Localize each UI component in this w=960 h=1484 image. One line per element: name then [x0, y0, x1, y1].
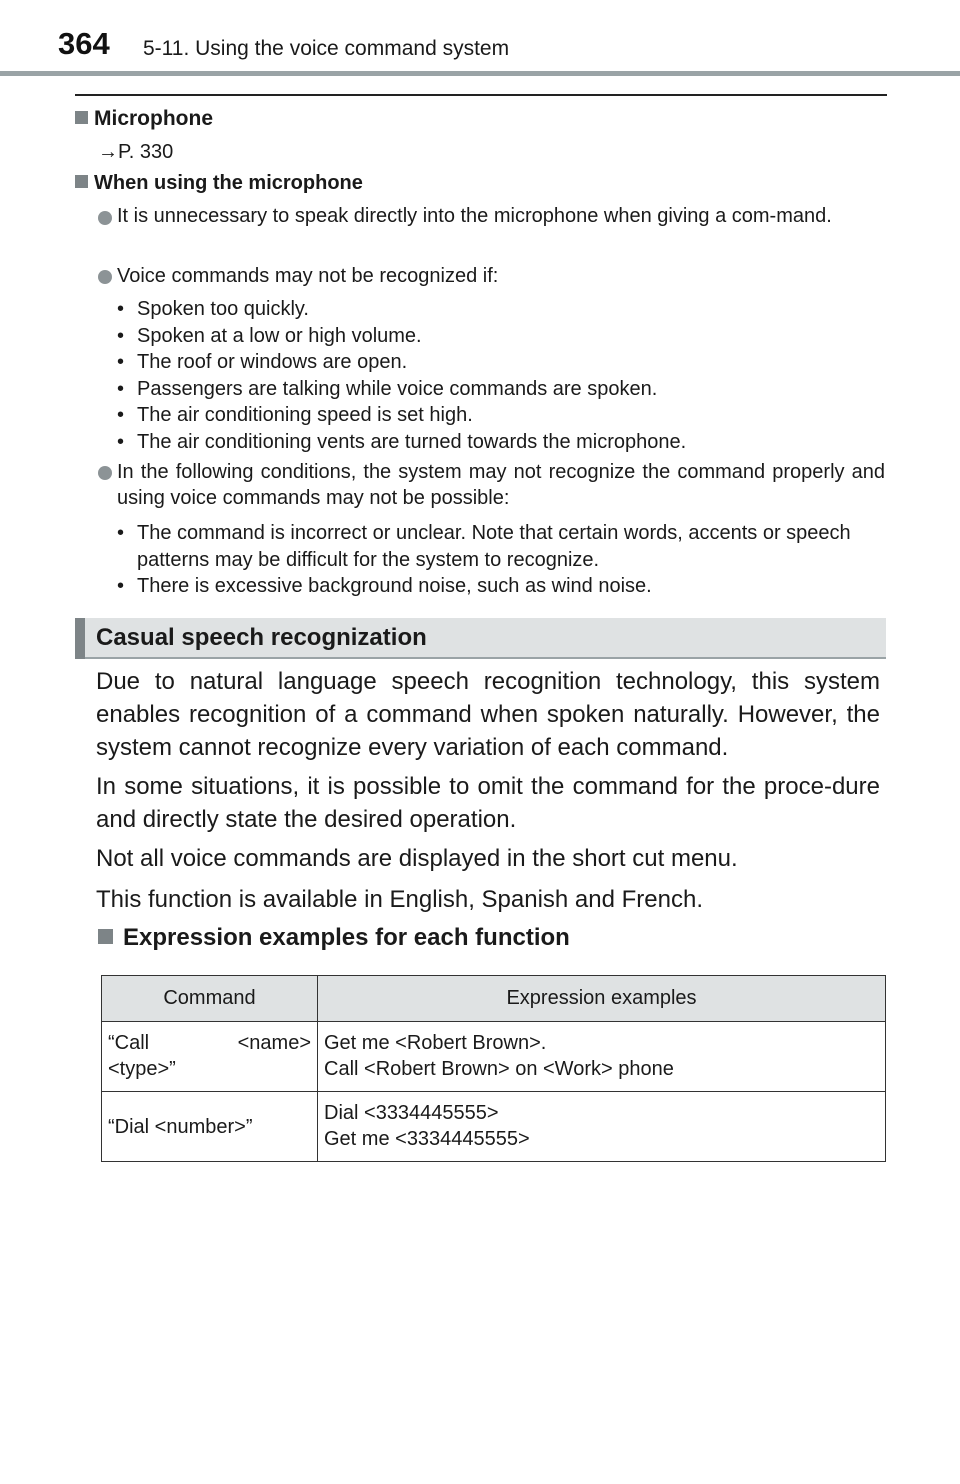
- top-rule: [75, 94, 887, 96]
- section-title: Casual speech recognization: [96, 624, 427, 651]
- microphone-page-ref[interactable]: →P. 330: [98, 141, 174, 163]
- section-header: [75, 618, 886, 659]
- list-item: • Spoken at a low or high volume.: [117, 323, 877, 350]
- paragraph-4: This function is available in English, Spanish and French.: [96, 886, 704, 913]
- list-item: • The air conditioning speed is set high.: [117, 402, 877, 429]
- paragraph-1: Due to natural language speech recognition technology, this system enables recognition of a command when spoken naturally. However, the system cannot recognize every variation of each command.: [96, 668, 880, 761]
- list-item: • The command is incorrect or unclear. Note that certain words, accents or speech patterns may be difficult for the system to recognize.: [117, 520, 882, 573]
- circle-bullet-icon: [98, 211, 112, 225]
- list-item: • The air conditioning vents are turned towards the microphone.: [117, 429, 877, 456]
- recognition-conditions-list: [117, 296, 877, 455]
- table-header-row: [102, 976, 886, 1022]
- column-header: Command: [102, 976, 318, 1022]
- list-item: • The roof or windows are open.: [117, 349, 877, 376]
- list-item: • Spoken too quickly.: [117, 296, 877, 323]
- list-item: • There is excessive background noise, such as wind noise.: [117, 573, 882, 600]
- page-header: [0, 0, 960, 80]
- section-accent: [75, 618, 85, 659]
- square-bullet-icon: [75, 175, 88, 188]
- table-row: [102, 1092, 886, 1162]
- examples-cell: Get me <Robert Brown>. Call <Robert Brown> on <Work> phone: [318, 1022, 886, 1092]
- table-row: [102, 1022, 886, 1092]
- examples-cell: Dial <3334445555> Get me <3334445555>: [318, 1092, 886, 1162]
- command-cell: “Call <name> <type>”: [102, 1022, 318, 1092]
- square-bullet-icon: [98, 929, 113, 944]
- note-item-3: In the following conditions, the system may not recognize the command properly and using voice commands may not be possible:: [117, 461, 885, 509]
- paragraph-2: In some situations, it is possible to omit the command for the proce-dure and directly state the desired operation.: [96, 773, 880, 833]
- note-item-1: It is unnecessary to speak directly into the microphone when giving a com-mand.: [117, 205, 832, 227]
- unrecognized-conditions-list: [117, 520, 882, 600]
- header-band: [0, 71, 960, 76]
- circle-bullet-icon: [98, 270, 112, 284]
- note-item-2: Voice commands may not be recognized if:: [117, 265, 499, 287]
- page-number: 364: [58, 26, 110, 61]
- paragraph-3: Not all voice commands are displayed in the short cut menu.: [96, 845, 738, 872]
- command-cell: “Dial <number>”: [102, 1092, 318, 1162]
- square-bullet-icon: [75, 111, 88, 124]
- circle-bullet-icon: [98, 466, 112, 480]
- expression-table: [101, 975, 886, 1162]
- expression-examples-heading: Expression examples for each function: [98, 924, 570, 952]
- chapter-title: 5-11. Using the voice command system: [143, 37, 510, 60]
- list-item: • Passengers are talking while voice commands are spoken.: [117, 376, 877, 403]
- column-header: Expression examples: [318, 976, 886, 1022]
- microphone-heading: Microphone: [75, 107, 213, 131]
- when-using-heading: When using the microphone: [75, 172, 363, 195]
